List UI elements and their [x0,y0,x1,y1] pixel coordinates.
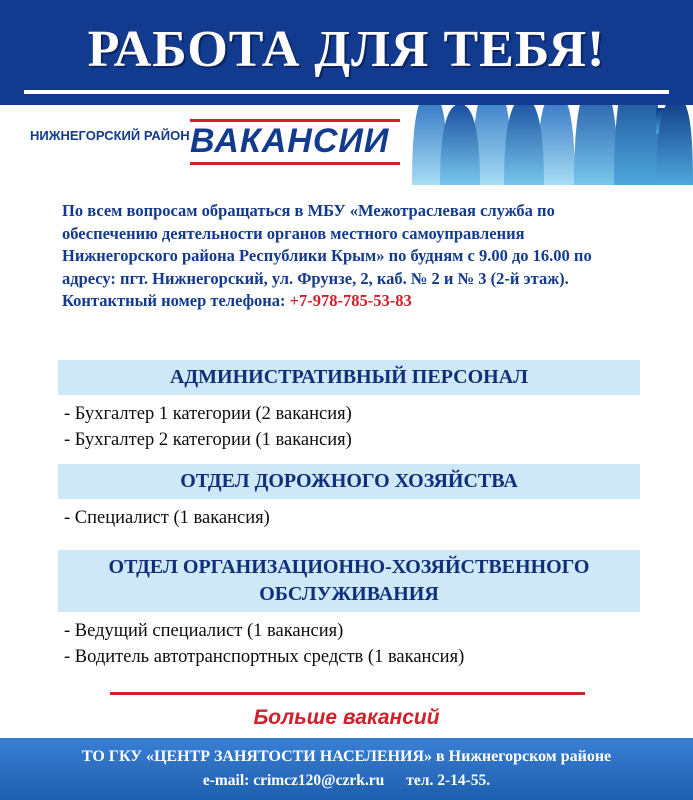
list-item: - Специалист (1 вакансия) [64,508,270,528]
list-item: - Бухгалтер 1 категории (2 вакансия) [64,404,352,424]
contact-text: По всем вопросам обращаться в МБУ «Межотраслевая служба по обеспечению деятельности органов местного самоуправления Нижнегорского района Республики Крым» по будням с 9.00 до 16.00 по адресу: пгт. Нижнегорский, ул. Фрунзе, 2, каб. № 2 и № 3 (2-й этаж). Контактный номер телефона: [62,201,592,310]
header-divider [24,90,669,94]
footer-divider [110,692,585,695]
footer-contacts [0,772,693,790]
job-list [58,499,640,531]
section-title: ОТДЕЛ ОРГАНИЗАЦИОННО-ХОЗЯЙСТВЕННОГО ОБСЛУЖИВАНИЯ [58,550,640,612]
job-section-road [58,464,640,531]
list-item: - Водитель автотранспортных средств (1 вакансия) [64,647,465,667]
page-title: РАБОТА ДЛЯ ТЕБЯ! [87,21,606,78]
vacancies-rule-bottom [190,162,400,165]
contact-paragraph [62,200,637,313]
list-item: - Бухгалтер 2 категории (1 вакансия) [64,430,352,450]
district-label: НИЖНЕГОРСКИЙ РАЙОН [30,128,190,143]
job-list [58,395,640,453]
section-title: ОТДЕЛ ДОРОЖНОГО ХОЗЯЙСТВА [58,464,640,499]
vacancies-heading: ВАКАНСИИ [190,122,390,160]
more-vacancies-label: Больше вакансий [253,706,440,729]
footer-organization: ТО ГКУ «ЦЕНТР ЗАНЯТОСТИ НАСЕЛЕНИЯ» в Нижнегорском районе [81,748,612,765]
section-title: АДМИНИСТРАТИВНЫЙ ПЕРСОНАЛ [58,360,640,395]
list-item: - Ведущий специалист (1 вакансия) [64,621,344,641]
footer-phone: тел. 2-14-55. [406,772,491,789]
job-section-administrative [58,360,640,453]
job-section-organizational [58,550,640,670]
job-list [58,612,640,670]
contact-phone: +7-978-785-53-83 [289,291,412,310]
footer-email: e-mail: crimcz120@czrk.ru [202,772,385,789]
poster-header [0,0,693,185]
